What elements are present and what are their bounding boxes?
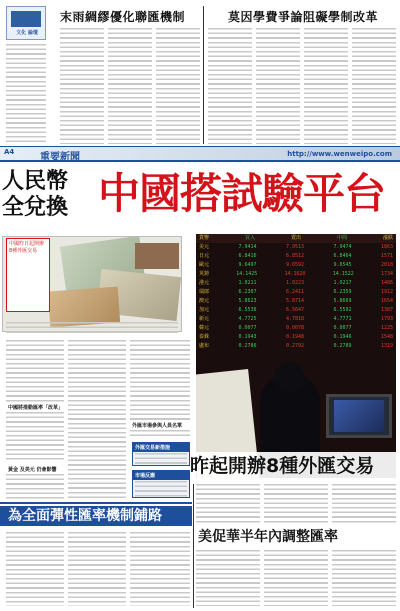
section-label: 重要新聞	[40, 152, 80, 163]
bottom-right-col2	[264, 550, 328, 606]
screen-cell: 1486	[380, 280, 393, 286]
screen-cell: 0.0077	[333, 325, 352, 331]
screen-cell: 6.8416	[238, 253, 257, 259]
screen-rows	[196, 243, 396, 351]
screen-row	[196, 333, 396, 342]
screen-cell: 9.6592	[285, 262, 305, 268]
screen-cell: 港元	[199, 280, 210, 286]
screen-cell: 1863	[380, 244, 393, 250]
currency-caption: 中國昨日起開辦8種外匯交易	[9, 241, 45, 254]
screen-cell: 5.8714	[285, 298, 305, 304]
screen-cell: 1654	[380, 298, 393, 304]
bottom-left-col2	[68, 532, 126, 606]
main-title-right: 中國搭試驗平台	[98, 169, 386, 218]
screen-cell: 5.8669	[333, 298, 352, 304]
bottom-column-divider	[193, 484, 194, 608]
screen-cell: 1793	[380, 316, 393, 322]
screen-cell: 1912	[380, 289, 393, 295]
bottom-divider	[0, 502, 192, 504]
screen-cell: 泰銖	[199, 334, 210, 340]
screen-cell: 0.1946	[333, 334, 352, 340]
title-left-text: 人民幣 全兌換	[2, 168, 69, 220]
screen-cell: 新元	[199, 316, 210, 322]
screen-row	[196, 270, 396, 279]
screen-row	[196, 297, 396, 306]
info-box-1	[132, 442, 190, 466]
screen-cell: 9.6545	[333, 262, 352, 268]
info-box-2-label: 市場反應	[133, 471, 189, 480]
screen-row	[196, 288, 396, 297]
screen-cell: 1319	[380, 343, 393, 349]
top-right-article-col4	[352, 28, 396, 144]
top-left-article-col3	[108, 28, 152, 144]
screen-cell: 0.1948	[285, 334, 305, 340]
screen-cell: 6.2359	[333, 289, 352, 295]
screen-header-row: 貨幣 買入 賣出 中間 漲跌	[196, 234, 396, 243]
screen-cell: 1734	[380, 271, 393, 277]
screen-cell: 7.9474	[333, 244, 352, 250]
main-article-col2	[68, 340, 126, 500]
screen-cell: 4.7725	[238, 316, 257, 322]
screen-cell: 1.0223	[285, 280, 305, 286]
top-right-article-col3	[304, 28, 348, 144]
trading-screen-photo	[196, 234, 396, 478]
screen-cell: 歐元	[199, 262, 210, 268]
screen-cell: 1387	[380, 307, 393, 313]
top-right-article-col1	[208, 28, 252, 144]
currency-caption-box	[6, 238, 50, 312]
screen-cell: 0.0078	[285, 325, 305, 331]
main-article-col3	[130, 340, 190, 420]
lower-right-col1	[196, 484, 260, 524]
currency-photo-caption-text	[6, 322, 178, 334]
info-box-1-label: 外匯交易新措施	[133, 443, 189, 452]
screen-cell: 韓元	[199, 325, 210, 331]
screen-row	[196, 243, 396, 252]
screen-cell: 0.0077	[238, 325, 257, 331]
screen-cell: 1571	[380, 253, 393, 259]
screen-cell: 6.8464	[333, 253, 352, 259]
bottom-left-col3	[130, 532, 190, 606]
info-box-2	[132, 470, 190, 498]
screen-row	[196, 252, 396, 261]
screen-cell: 1548	[380, 334, 393, 340]
sub-heading-2: 外匯市場參與人員名單	[132, 423, 183, 429]
lower-right-col2	[264, 484, 328, 524]
sub-heading-1: 中國將推動匯率「改革」	[8, 405, 64, 411]
page-number: A4	[4, 148, 15, 156]
screen-cell: 7.9414	[238, 244, 257, 250]
main-article-col1b	[6, 412, 64, 462]
screen-cell: 6.5647	[285, 307, 305, 313]
top-column-divider	[203, 6, 204, 144]
screen-cell: 0.2786	[238, 343, 257, 349]
screen-cell: 6.2411	[285, 289, 305, 295]
main-article-col1	[6, 340, 64, 402]
bottom-right-col3	[332, 550, 396, 606]
photo-headline: 昨起開辦8種外匯交易	[190, 455, 375, 477]
screen-cell: 0.1943	[238, 334, 257, 340]
screen-cell: 7.9513	[285, 244, 305, 250]
screen-cell: 6.2307	[238, 289, 257, 295]
screen-cell: 英鎊	[199, 271, 210, 277]
screen-cell: 1.0211	[238, 280, 257, 286]
screen-row	[196, 306, 396, 315]
screen-cell: 1225	[380, 325, 393, 331]
sub-heading-3: 黃金 及美元 仍會影響	[8, 467, 57, 473]
top-left-article-col1	[6, 44, 46, 144]
top-left-headline: 末雨綢繆優化聯匯機制	[60, 10, 186, 24]
screen-cell: 盧布	[199, 343, 210, 349]
screen-cell: 6.8512	[285, 253, 305, 259]
section-bar	[0, 146, 400, 162]
main-article-col1c	[6, 474, 64, 500]
screen-row	[196, 279, 396, 288]
top-right-article-col2	[256, 28, 300, 144]
bottom-left-headline: 為全面彈性匯率機制鋪路	[8, 508, 162, 524]
screen-cell: 加元	[199, 307, 210, 313]
screen-cell: 4.7818	[285, 316, 305, 322]
screen-cell: 4.7771	[333, 316, 352, 322]
screen-row	[196, 324, 396, 333]
screen-cell: 2018	[380, 262, 393, 268]
screen-cell: 澳元	[199, 298, 210, 304]
top-left-article-col4	[156, 28, 200, 144]
screen-row	[196, 342, 396, 351]
screen-cell: 14.1522	[332, 271, 354, 277]
bottom-left-col1	[6, 532, 64, 606]
screen-cell: 9.6497	[238, 262, 257, 268]
bottom-right-col1	[196, 550, 260, 606]
screen-cell: 6.5538	[238, 307, 257, 313]
screen-cell: 5.8623	[238, 298, 257, 304]
main-title-left	[2, 168, 92, 228]
screen-cell: 6.5592	[333, 307, 352, 313]
screen-cell: 0.2792	[285, 343, 305, 349]
screen-cell: 1.0217	[333, 280, 352, 286]
screen-cell: 瑞郎	[199, 289, 210, 295]
screen-cell: 美元	[199, 244, 210, 250]
top-left-article-col2	[60, 28, 104, 144]
screen-row	[196, 261, 396, 270]
screen-cell: 14.1620	[284, 271, 306, 277]
screen-row	[196, 315, 396, 324]
top-left-logo	[6, 6, 46, 40]
bottom-right-headline: 美促華半年內調整匯率	[198, 529, 338, 545]
site-url: http://www.wenweipo.com	[287, 150, 392, 158]
main-article-col3b	[130, 430, 190, 438]
screen-cell: 日元	[199, 253, 210, 259]
top-right-headline: 莫因學費爭論阻礙學制改革	[228, 10, 379, 24]
screen-cell: 0.2789	[333, 343, 352, 349]
logo-text: 文化 論壇	[16, 30, 38, 36]
lower-right-col3	[332, 484, 396, 524]
screen-cell: 14.1425	[236, 271, 258, 277]
